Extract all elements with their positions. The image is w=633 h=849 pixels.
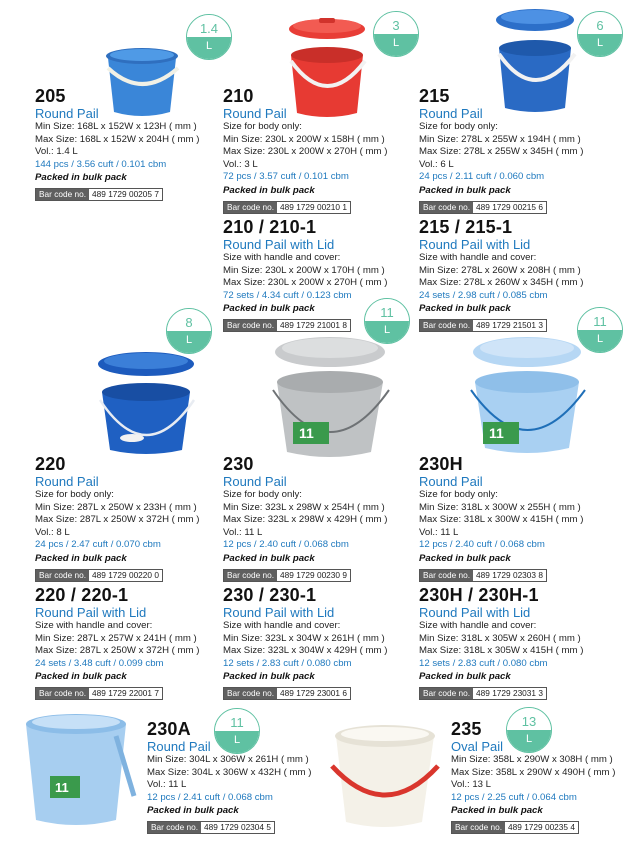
product-230h [419, 455, 583, 583]
pack-info: 72 pcs / 3.57 cuft / 0.101 cbm [223, 171, 349, 182]
barcode-number: 489 1729 00220 0 [92, 569, 159, 580]
bulk-pack: Packed in bulk pack [419, 303, 511, 314]
spec-line: Vol.: 1.4 L [35, 146, 78, 157]
pack-info: 24 sets / 2.98 cuft / 0.085 cbm [419, 289, 548, 301]
spec-line: Max Size: 323L x 298W x 429H ( mm ) [223, 514, 388, 525]
barcode-label: Bar code no. [420, 688, 473, 699]
pack-info: 24 pcs / 2.47 cuft / 0.070 cbm [35, 539, 161, 550]
barcode-label: Bar code no. [148, 822, 201, 833]
product-code: 235 [451, 719, 482, 739]
barcode-label: Bar code no. [224, 570, 277, 581]
product-210-1 [223, 218, 387, 333]
barcode-label: Bar code no. [224, 202, 277, 213]
bulk-pack: Packed in bulk pack [419, 184, 511, 196]
volume-value: 1.4 [187, 15, 231, 37]
product-215 [419, 87, 583, 215]
spec-line: Vol.: 11 L [419, 526, 459, 538]
barcode-label: Bar code no. [36, 688, 89, 699]
volume-unit: L [507, 730, 551, 752]
volume-unit: L [167, 331, 211, 353]
bulk-pack: Packed in bulk pack [419, 552, 511, 564]
product-name: Round Pail with Lid [419, 237, 531, 252]
barcode-number: 489 1729 22001 7 [92, 688, 159, 698]
product-code: 230 [223, 454, 254, 474]
pack-info: 24 pcs / 2.11 cuft / 0.060 cbm [419, 171, 545, 182]
pack-info: 12 sets / 2.83 cuft / 0.080 cbm [223, 657, 352, 669]
product-name: Round Pail [419, 474, 483, 489]
spec-line: Max Size: 168L x 152W x 204H ( mm ) [35, 133, 200, 145]
svg-text:11: 11 [55, 780, 69, 795]
product-name: Round Pail [223, 474, 287, 489]
barcode [147, 821, 275, 834]
pack-info: 144 pcs / 3.56 cuft / 0.101 cbm [35, 158, 167, 170]
spec-line: Min Size: 323L x 304W x 261H ( mm ) [223, 632, 385, 644]
barcode [451, 821, 579, 834]
barcode [419, 687, 547, 700]
pack-info: 12 pcs / 2.40 cuft / 0.068 cbm [223, 539, 349, 550]
spec-line: Min Size: 287L x 257W x 241H ( mm ) [35, 632, 197, 644]
volume-badge [186, 14, 232, 60]
svg-text:11: 11 [299, 425, 314, 441]
spec-line: Size with handle and cover: [419, 252, 537, 263]
bulk-pack: Packed in bulk pack [35, 671, 127, 682]
bulk-pack: Packed in bulk pack [147, 805, 239, 816]
volume-value: 8 [167, 309, 211, 331]
spec-line: Max Size: 304L x 306W x 432H ( mm ) [147, 766, 312, 778]
bulk-pack: Packed in bulk pack [223, 184, 315, 196]
barcode-label: Bar code no. [452, 822, 505, 833]
bulk-pack: Packed in bulk pack [451, 805, 543, 816]
spec-line: Max Size: 230L x 200W x 270H ( mm ) [223, 146, 388, 157]
volume-value: 11 [578, 308, 622, 330]
barcode-label: Bar code no. [420, 570, 473, 581]
product-name: Round Pail with Lid [419, 605, 531, 620]
product-code: 215 [419, 86, 450, 106]
product-code: 210 / 210-1 [223, 217, 317, 237]
barcode-label: Bar code no. [224, 320, 277, 331]
spec-line: Min Size: 278L x 260W x 208H ( mm ) [419, 264, 581, 276]
spec-line: Max Size: 323L x 304W x 429H ( mm ) [223, 645, 388, 656]
spec-line: Size with handle and cover: [419, 620, 537, 631]
barcode-number: 489 1729 23031 3 [476, 688, 543, 698]
barcode-number: 489 1729 21501 3 [476, 320, 543, 330]
volume-value: 11 [215, 709, 259, 731]
spec-line: Size for body only: [223, 489, 302, 500]
volume-badge [577, 11, 623, 57]
product-code: 230 / 230-1 [223, 585, 317, 605]
product-code: 205 [35, 86, 66, 106]
spec-line: Max Size: 287L x 250W x 372H ( mm ) [35, 645, 200, 656]
product-code: 220 / 220-1 [35, 585, 129, 605]
spec-line: Size with handle and cover: [223, 620, 341, 631]
barcode-number: 489 1729 00235 4 [508, 822, 575, 832]
volume-value: 13 [507, 708, 551, 730]
product-name: Round Pail [147, 739, 211, 754]
barcode [35, 687, 163, 700]
svg-text:11: 11 [489, 425, 504, 441]
spec-line: Min Size: 230L x 200W x 170H ( mm ) [223, 264, 385, 276]
barcode [223, 201, 351, 214]
spec-line: Vol.: 3 L [223, 158, 258, 170]
product-name: Round Pail [35, 106, 99, 121]
spec-line: Size with handle and cover: [35, 620, 153, 631]
volume-badge [577, 307, 623, 353]
barcode [223, 569, 351, 582]
product-name: Round Pail [35, 474, 99, 489]
pack-info: 12 sets / 2.83 cuft / 0.080 cbm [419, 657, 548, 669]
barcode-number: 489 1729 02304 5 [204, 822, 271, 832]
spec-line: Max Size: 230L x 200W x 270H ( mm ) [223, 277, 388, 288]
spec-line: Max Size: 318L x 300W x 415H ( mm ) [419, 514, 584, 525]
volume-unit: L [187, 37, 231, 59]
barcode-number: 489 1729 00210 1 [280, 201, 347, 212]
spec-line: Min Size: 278L x 255W x 194H ( mm ) [419, 133, 581, 145]
product-230h-1 [419, 586, 583, 701]
product-name: Oval Pail [451, 739, 504, 754]
pail-220-image [96, 350, 201, 460]
barcode [419, 201, 547, 214]
barcode [419, 319, 547, 332]
spec-line: Min Size: 304L x 306W x 261H ( mm ) [147, 754, 309, 765]
barcode-label: Bar code no. [224, 688, 277, 699]
barcode-number: 489 1729 00230 9 [280, 569, 347, 580]
spec-line: Min Size: 358L x 290W x 308H ( mm ) [451, 754, 613, 765]
product-230a [147, 720, 311, 835]
product-name: Round Pail with Lid [35, 605, 147, 620]
volume-value: 3 [374, 12, 418, 34]
product-code: 230A [147, 719, 191, 739]
spec-line: Size with handle and cover: [223, 252, 341, 263]
pack-info: 24 sets / 3.48 cuft / 0.099 cbm [35, 657, 164, 669]
barcode-label: Bar code no. [36, 570, 89, 581]
barcode [35, 569, 163, 582]
spec-line: Max Size: 318L x 305W x 415H ( mm ) [419, 645, 584, 656]
product-210 [223, 87, 387, 215]
volume-unit: L [578, 34, 622, 56]
volume-unit: L [578, 330, 622, 352]
product-code: 220 [35, 454, 66, 474]
product-code: 230H [419, 454, 463, 474]
spec-line: Max Size: 358L x 290W x 490H ( mm ) [451, 766, 616, 778]
barcode-label: Bar code no. [36, 189, 89, 200]
barcode-number: 489 1729 00205 7 [92, 189, 159, 199]
product-code: 210 [223, 86, 254, 106]
pail-230h-image [465, 334, 590, 459]
pail-230-image [265, 334, 395, 464]
barcode [223, 687, 351, 700]
product-235 [451, 720, 615, 835]
barcode-number: 489 1729 00215 6 [476, 201, 543, 212]
barcode-number: 489 1729 21001 8 [280, 320, 347, 330]
product-230 [223, 455, 387, 583]
spec-line: Max Size: 278L x 260W x 345H ( mm ) [419, 277, 584, 288]
spec-line: Min Size: 318L x 305W x 260H ( mm ) [419, 632, 581, 644]
product-name: Round Pail with Lid [223, 237, 335, 252]
spec-line: Size for body only: [419, 121, 498, 132]
spec-line: Vol.: 13 L [451, 779, 492, 790]
pack-info: 12 pcs / 2.41 cuft / 0.068 cbm [147, 791, 273, 803]
spec-line: Min Size: 168L x 152W x 123H ( mm ) [35, 121, 197, 132]
spec-line: Max Size: 287L x 250W x 372H ( mm ) [35, 514, 200, 525]
spec-line: Size for body only: [223, 121, 302, 132]
volume-badge [166, 308, 212, 354]
bulk-pack: Packed in bulk pack [35, 552, 127, 564]
barcode-label: Bar code no. [420, 202, 473, 213]
pail-235-image [328, 722, 443, 834]
spec-line: Min Size: 230L x 200W x 158H ( mm ) [223, 133, 385, 145]
spec-line: Vol.: 11 L [147, 779, 187, 790]
volume-value: 6 [578, 12, 622, 34]
pack-info: 12 pcs / 2.40 cuft / 0.068 cbm [419, 539, 545, 550]
spec-line: Vol.: 11 L [223, 526, 263, 538]
product-215-1 [419, 218, 583, 333]
spec-line: Min Size: 287L x 250W x 233H ( mm ) [35, 501, 197, 513]
bulk-pack: Packed in bulk pack [419, 671, 511, 682]
pack-info: 12 pcs / 2.25 cuft / 0.064 cbm [451, 791, 577, 803]
product-code: 215 / 215-1 [419, 217, 513, 237]
product-205 [35, 87, 199, 202]
product-220 [35, 455, 199, 583]
volume-value: 11 [365, 299, 409, 321]
bulk-pack: Packed in bulk pack [223, 671, 315, 682]
product-220-1 [35, 586, 199, 701]
volume-unit: L [215, 731, 259, 753]
spec-line: Min Size: 318L x 300W x 255H ( mm ) [419, 501, 581, 513]
barcode-number: 489 1729 23001 6 [280, 688, 347, 698]
barcode [419, 569, 547, 582]
product-name: Round Pail with Lid [223, 605, 335, 620]
pack-info: 72 sets / 4.34 cuft / 0.123 cbm [223, 289, 352, 301]
pail-230a-image [20, 710, 138, 832]
volume-unit: L [374, 34, 418, 56]
product-name: Round Pail [223, 106, 287, 121]
product-230-1 [223, 586, 387, 701]
bulk-pack: Packed in bulk pack [223, 552, 315, 564]
product-name: Round Pail [419, 106, 483, 121]
barcode [223, 319, 351, 332]
barcode [35, 188, 163, 201]
spec-line: Size for body only: [419, 489, 498, 500]
barcode-label: Bar code no. [420, 320, 473, 331]
volume-badge [373, 11, 419, 57]
bulk-pack: Packed in bulk pack [223, 303, 315, 314]
spec-line: Max Size: 278L x 255W x 345H ( mm ) [419, 146, 584, 157]
spec-line: Size for body only: [35, 489, 114, 500]
bulk-pack: Packed in bulk pack [35, 172, 127, 183]
product-code: 230H / 230H-1 [419, 585, 539, 605]
spec-line: Vol.: 8 L [35, 526, 70, 538]
spec-line: Min Size: 323L x 298W x 254H ( mm ) [223, 501, 385, 513]
spec-line: Vol.: 6 L [419, 158, 454, 170]
barcode-number: 489 1729 02303 8 [476, 569, 543, 580]
volume-unit: L [365, 321, 409, 343]
